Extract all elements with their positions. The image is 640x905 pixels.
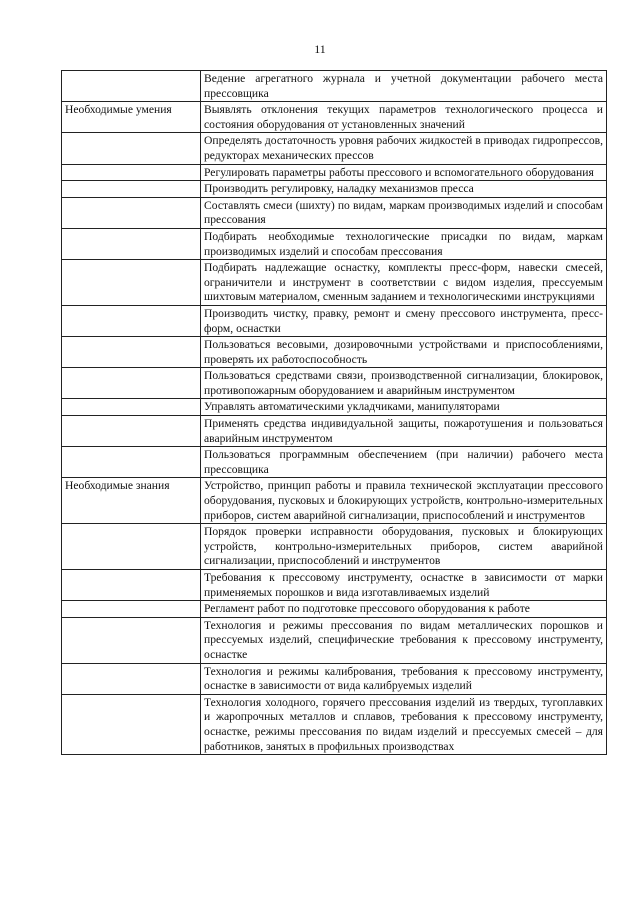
- item-cell: Производить регулировку, наладку механизмов пресса: [201, 181, 607, 198]
- category-label: Необходимые знания: [62, 478, 201, 524]
- table-row: [62, 181, 607, 198]
- category-label: Необходимые умения: [62, 102, 201, 133]
- category-cell-empty: [62, 260, 201, 306]
- category-cell-empty: [62, 368, 201, 399]
- table-row: [62, 416, 607, 447]
- category-cell-empty: [62, 133, 201, 164]
- table-row: [62, 368, 607, 399]
- table-row: [62, 694, 607, 754]
- category-cell-empty: [62, 228, 201, 259]
- item-cell: Технология и режимы калибрования, требования к прессовому инструменту, оснастке в зависимости от вида калибруемых изделий: [201, 663, 607, 694]
- category-cell-empty: [62, 71, 201, 102]
- item-cell: Регулировать параметры работы прессового и вспомогательного оборудования: [201, 164, 607, 181]
- item-cell: Регламент работ по подготовке прессового оборудования к работе: [201, 601, 607, 618]
- table-row: [62, 102, 607, 133]
- category-cell-empty: [62, 337, 201, 368]
- item-cell: Подбирать необходимые технологические присадки по видам, маркам производимых изделий и способам прессования: [201, 228, 607, 259]
- table-row: [62, 478, 607, 524]
- table-row: [62, 617, 607, 663]
- category-cell-empty: [62, 447, 201, 478]
- item-cell: Производить чистку, правку, ремонт и смену прессового инструмента, пресс-форм, оснастки: [201, 305, 607, 336]
- category-cell-empty: [62, 601, 201, 618]
- competency-table-body: [62, 71, 607, 755]
- table-row: [62, 133, 607, 164]
- table-row: [62, 228, 607, 259]
- category-cell-empty: [62, 524, 201, 570]
- table-row: [62, 399, 607, 416]
- category-cell-empty: [62, 694, 201, 754]
- category-cell-empty: [62, 663, 201, 694]
- item-cell: Определять достаточность уровня рабочих жидкостей в приводах гидропрессов, редукторах механических прессов: [201, 133, 607, 164]
- item-cell: Порядок проверки исправности оборудования, пусковых и блокирующих устройств, контрольно-измерительных приборов, систем аварийной сигнализации, приспособлений и инструментов: [201, 524, 607, 570]
- item-cell: Требования к прессовому инструменту, оснастке в зависимости от марки применяемых порошков и вида изготавливаемых изделий: [201, 570, 607, 601]
- category-cell-empty: [62, 617, 201, 663]
- item-cell: Управлять автоматическими укладчиками, манипуляторами: [201, 399, 607, 416]
- table-row: [62, 260, 607, 306]
- item-cell: Пользоваться программным обеспечением (при наличии) рабочего места прессовщика: [201, 447, 607, 478]
- table-row: [62, 524, 607, 570]
- table-row: [62, 337, 607, 368]
- table-row: [62, 570, 607, 601]
- category-cell-empty: [62, 416, 201, 447]
- table-row: [62, 164, 607, 181]
- item-cell: Пользоваться весовыми, дозировочными устройствами и приспособлениями, проверять их работоспособность: [201, 337, 607, 368]
- category-cell-empty: [62, 399, 201, 416]
- category-cell-empty: [62, 305, 201, 336]
- item-cell: Технология и режимы прессования по видам металлических порошков и прессуемых изделий, специфические требования к прессовому инструменту, оснастке: [201, 617, 607, 663]
- item-cell: Технология холодного, горячего прессования изделий из твердых, тугоплавких и жаропрочных металлов и сплавов, требования к прессовому инструменту, оснастке, режимы прессования по видам изделий и прессуемых смесей – для работников, занятых в профильных производствах: [201, 694, 607, 754]
- item-cell: Выявлять отклонения текущих параметров технологического процесса и состояния оборудования от установленных значений: [201, 102, 607, 133]
- table-row: [62, 601, 607, 618]
- item-cell: Применять средства индивидуальной защиты, пожаротушения и пользоваться аварийным инструментом: [201, 416, 607, 447]
- item-cell: Подбирать надлежащие оснастку, комплекты пресс-форм, навески смесей, ограничители и инструмент в соответствии с видом изделия, прессуемым шихтовым материалом, сменным заданием и технологическими инструкциями: [201, 260, 607, 306]
- category-cell-empty: [62, 164, 201, 181]
- competency-table: [61, 70, 607, 755]
- table-row: [62, 663, 607, 694]
- table-row: [62, 305, 607, 336]
- item-cell: Пользоваться средствами связи, производственной сигнализации, блокировок, противопожарным оборудованием и аварийным инструментом: [201, 368, 607, 399]
- category-cell-empty: [62, 570, 201, 601]
- item-cell: Устройство, принцип работы и правила технической эксплуатации прессового оборудования, пусковых и блокирующих устройств, контрольно-измерительных приборов, систем аварийной сигнализации, приспособлений и инструментов: [201, 478, 607, 524]
- item-cell: Ведение агрегатного журнала и учетной документации рабочего места прессовщика: [201, 71, 607, 102]
- page-number: 11: [314, 42, 326, 56]
- category-cell-empty: [62, 181, 201, 198]
- category-cell-empty: [62, 197, 201, 228]
- table-row: [62, 197, 607, 228]
- table-row: [62, 447, 607, 478]
- table-row: [62, 71, 607, 102]
- item-cell: Составлять смеси (шихту) по видам, маркам производимых изделий и способам прессования: [201, 197, 607, 228]
